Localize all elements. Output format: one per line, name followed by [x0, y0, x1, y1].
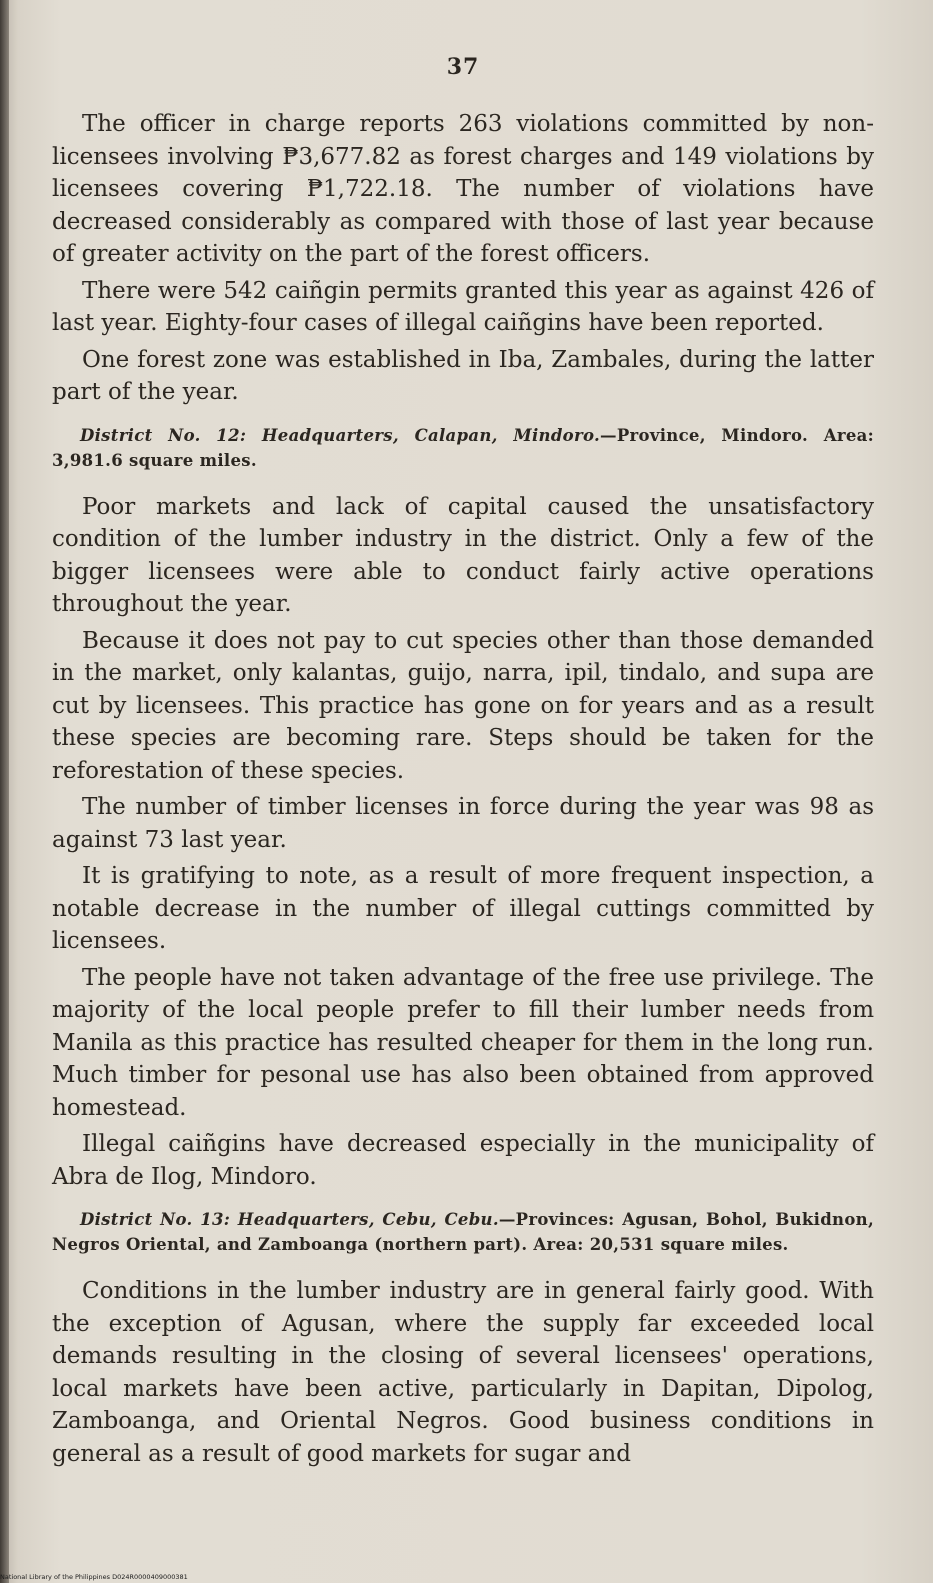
paragraph-caingin-permits: There were 542 caiñgin permits granted this year as against 426 of last year. Eighty-four cases of illegal caiñgins have been reported.: [52, 277, 874, 336]
paragraph-illegal-caingins: Illegal caiñgins have decreased especially in the municipality of Abra de Ilog, Mindoro.: [52, 1131, 874, 1190]
book-binding-edge: [0, 0, 9, 1583]
paragraph-timber-licenses: The number of timber licenses in force during the year was 98 as against 73 last year.: [52, 794, 874, 853]
paragraph-lumber-conditions: Conditions in the lumber industry are in general fairly good. With the exception of Agusan, where the supply far exceeded local demands resulting in the closing of several licensees' operations, local markets have been active, particularly in Dapitan, Dipolog, Zamboanga, and Oriental Negros. Good business conditions in general as a result of good markets for sugar and: [52, 1278, 874, 1467]
district-13-heading: [52, 1207, 874, 1257]
paragraph-species-cut: Because it does not pay to cut species other than those demanded in the market, only kalantas, guijo, narra, ipil, tindalo, and supa are cut by licensees. This practice has gone on for years and as a result these species are becoming rare. Steps should be taken for the reforestation of these species.: [52, 627, 874, 784]
paragraph-forest-zone: One forest zone was established in Iba, Zambales, during the latter part of the year.: [52, 346, 874, 405]
paragraph-free-use: The people have not taken advantage of the free use privilege. The majority of the local people prefer to fill their lumber needs from Manila as this practice has resulted cheaper for them in the long run. Much timber for pesonal use has also been obtained from approved homestead.: [52, 964, 874, 1121]
library-footer: National Library of the Philippines D024R0000409000381: [0, 1573, 188, 1581]
paragraph-inspection: It is gratifying to note, as a result of more frequent inspection, a notable decrease in the number of illegal cuttings committed by licensees.: [52, 863, 874, 954]
district-12-heading: [52, 423, 874, 473]
page-number: 37: [446, 54, 480, 80]
district-12-title: District No. 12: Headquarters, Calapan, Mindoro.: [80, 425, 601, 445]
paragraph-poor-markets: Poor markets and lack of capital caused the unsatisfactory condition of the lumber industry in the district. Only a few of the bigger licensees were able to conduct fairly active operations throughout the year.: [52, 493, 874, 617]
district-12-info: —Province, Mindoro. Area: 3,981.6 square miles.: [52, 425, 874, 470]
paragraph-violations: The officer in charge reports 263 violations committed by non-licensees involving ₱3,677.82 as forest charges and 149 violations by licensees covering ₱1,722.18. The number of violations have decreased considerably as compared with those of last year because of greater activity on the part of the forest officers.: [52, 111, 874, 267]
district-13-title: District No. 13: Headquarters, Cebu, Cebu.: [80, 1210, 499, 1229]
district-13-info: —Provinces: Agusan, Bohol, Bukidnon, Negros Oriental, and Zamboanga (northern part). Area: 20,531 square miles.: [52, 1210, 874, 1254]
page-content: [52, 54, 874, 1474]
